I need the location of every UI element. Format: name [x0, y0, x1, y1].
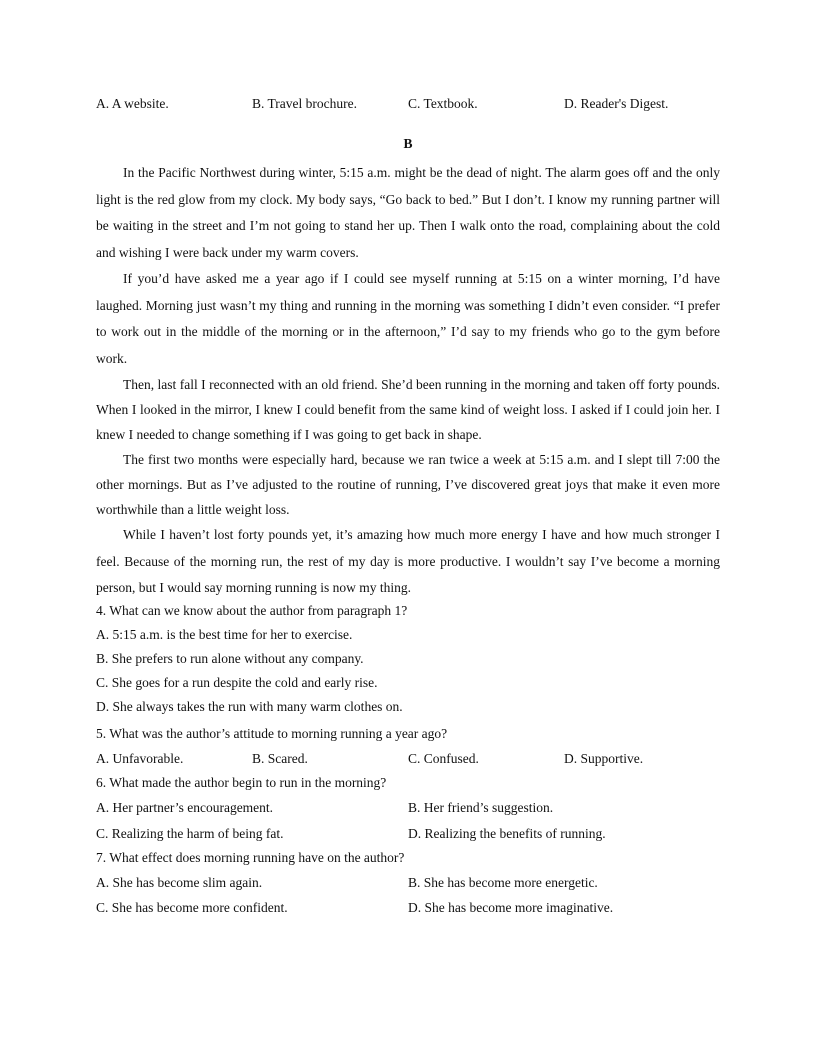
q5-stem: 5. What was the author’s attitude to morning running a year ago? [96, 726, 448, 741]
q5-option-c: C. Confused. [408, 751, 479, 766]
q4-option-b: B. She prefers to run alone without any company. [96, 651, 364, 666]
q6-options-row-1 [96, 800, 720, 820]
q4-option-a: A. 5:15 a.m. is the best time for her to exercise. [96, 627, 353, 642]
q6-option-b: B. Her friend’s suggestion. [408, 800, 554, 815]
passage-paragraph-5: While I haven’t lost forty pounds yet, it’s amazing how much more energy I have and how much stronger I feel. Because of the morning run, the rest of my day is more productive. I wouldn’t say I’ve become a morning person, but I would say morning running is now my thing. [96, 527, 720, 595]
q7-option-b: B. She has become more energetic. [408, 875, 598, 890]
passage-paragraph-3: Then, last fall I reconnected with an old friend. She’d been running in the morning and taken off forty pounds. When I looked in the mirror, I knew I could benefit from the same kind of weight loss. I asked if I could join her. I knew I needed to change something if I was going to get back in shape. [96, 377, 720, 442]
q3-option-c: C. Textbook. [408, 96, 478, 111]
q7-option-a: A. She has become slim again. [96, 875, 263, 890]
q7-stem: 7. What effect does morning running have on the author? [96, 850, 405, 865]
q6-options-row-2 [96, 826, 720, 846]
q3-options [96, 96, 720, 116]
passage-paragraph-1: In the Pacific Northwest during winter, 5:15 a.m. might be the dead of night. The alarm goes off and the only light is the red glow from my clock. My body says, “Go back to bed.” But I don’t. I know my running partner will be waiting in the street and I’m not going to stand her up. Then I walk onto the road, complaining about the cold and wishing I were back under my warm covers. [96, 165, 720, 260]
q6-stem: 6. What made the author begin to run in the morning? [96, 775, 387, 790]
q7-options-row-2 [96, 900, 720, 920]
q7-option-d: D. She has become more imaginative. [408, 900, 614, 915]
q5-option-b: B. Scared. [252, 751, 308, 766]
section-label: B [403, 136, 413, 151]
q4-option-d: D. She always takes the run with many warm clothes on. [96, 699, 403, 714]
q5-option-d: D. Supportive. [564, 751, 644, 766]
q5-options [96, 751, 720, 771]
passage-paragraph-2: If you’d have asked me a year ago if I could see myself running at 5:15 on a winter morning, I’d have laughed. Morning just wasn’t my thing and running in the morning was something I didn’t even consider. “I prefer to work out in the middle of the morning or in the afternoon,” I’d say to my friends who go to the gym before work. [96, 271, 720, 366]
q7-option-c: C. She has become more confident. [96, 900, 288, 915]
q3-option-d: D. Reader's Digest. [564, 96, 669, 111]
passage-paragraph-4: The first two months were especially hard, because we ran twice a week at 5:15 a.m. and I slept till 7:00 the other mornings. But as I’ve adjusted to the routine of running, I’ve discovered great joys that make it even more worthwhile than a little weight loss. [96, 452, 720, 517]
reading-passage [96, 160, 720, 602]
q4-option-c: C. She goes for a run despite the cold and early rise. [96, 675, 378, 690]
q6-option-a: A. Her partner’s encouragement. [96, 800, 274, 815]
q6-option-d: D. Realizing the benefits of running. [408, 826, 606, 841]
q6-option-c: C. Realizing the harm of being fat. [96, 826, 284, 841]
q4-stem: 4. What can we know about the author from paragraph 1? [96, 603, 408, 618]
q3-option-b: B. Travel brochure. [252, 96, 357, 111]
q7-options-row-1 [96, 875, 720, 895]
q3-option-a: A. A website. [96, 96, 169, 111]
q5-option-a: A. Unfavorable. [96, 751, 184, 766]
